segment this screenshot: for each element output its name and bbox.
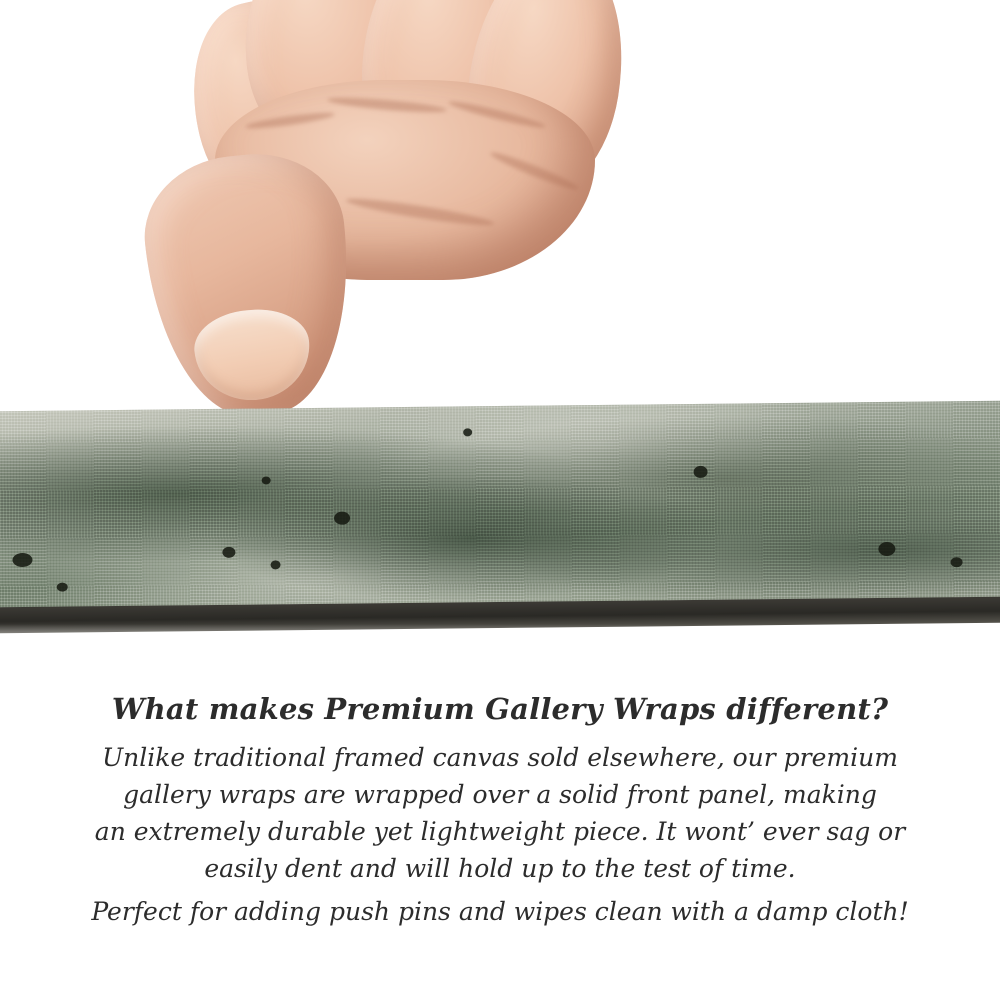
canvas-edge-strip [0,401,1000,624]
canvas-speck [57,583,68,592]
caption-line: gallery wraps are wrapped over a solid front panel, making [123,780,877,810]
hand [95,0,615,420]
caption-line: Unlike traditional framed canvas sold elsewhere, our premium [102,743,898,773]
caption-body [0,739,1000,887]
canvas-speck [222,547,235,558]
canvas-speck [262,476,271,484]
caption-line: easily dent and will hold up to the test of time. [204,854,796,884]
caption-last-line: Perfect for adding push pins and wipes clean with a damp cloth! [91,897,909,927]
caption-title: What makes Premium Gallery Wraps different? [111,692,889,726]
canvas-speck [878,542,895,556]
canvas-speck [270,560,280,569]
canvas-speck [334,512,350,525]
canvas-speck [694,466,708,478]
canvas-speck [463,428,472,436]
canvas-speck [950,557,962,567]
caption-line: an extremely durable yet lightweight piece. It wont’ ever sag or [94,817,906,847]
canvas-weave-texture [0,401,1000,624]
photo-fade [0,624,1000,660]
caption-block [0,690,1000,930]
